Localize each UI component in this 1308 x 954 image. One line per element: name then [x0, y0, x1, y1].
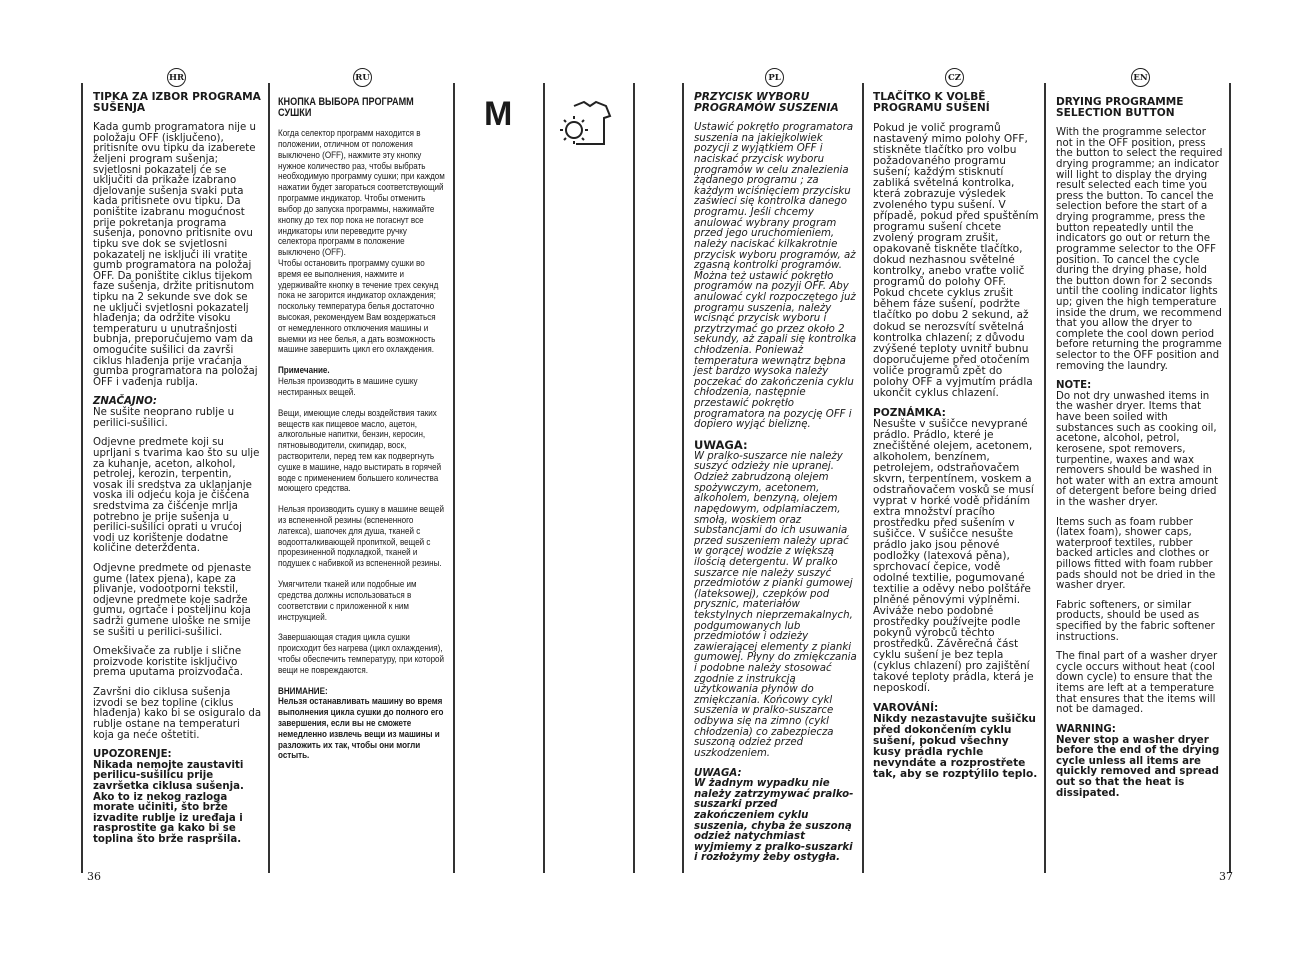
warning-heading: UWAGA:	[694, 767, 742, 779]
dryer-shirt-sun-icon	[560, 100, 614, 154]
language-badge-pl: PL	[765, 68, 784, 87]
column-ru	[278, 97, 446, 771]
note-text: Do not dry unwashed items in the washer dryer. Items that have been soiled with substances such as cooking oil, acetone, alcohol, petrol, kerosene, spot removers, turpentine, waxes and wax removers should be washed in hot water with an extra amount of detergent before being dried in the washer dryer.	[1056, 390, 1219, 508]
note-text: Ne sušite neoprano rublje u perilici-sušilici.	[93, 407, 235, 429]
warning-text: Never stop a washer dryer before the end of the drying cycle unless all items are quickly removed and spread out so that the heat is dissipated.	[1056, 734, 1220, 799]
warning-text: Nikada nemojte zaustaviti perilicu-sušilicu prije završetka ciklusa sušenja. Ako to iz nekog razloga morate učiniti, što brže izvadite rublje iz uređaja i rasprostite ga kako bi se toplina što brže raspršila.	[93, 759, 244, 845]
note-text: Нельзя производить в машине сушку нестиранных вещей.	[278, 375, 418, 397]
divider-line	[543, 83, 545, 873]
paragraph: The final part of a washer dryer cycle occurs without heat (cool down cycle) to ensure that the items are left at a temperature that ensures that the items will not be damaged.	[1056, 651, 1218, 716]
warning-text: Nikdy nezastavujte sušičku před dokončením cyklu sušení, pokud všechny kusy prádla rychle nevyndáte a rozprostřete tak, aby se rozptýlilo teplo.	[873, 713, 1038, 781]
note-text: W pralko-suszarce nie należy suszyć odzieży nie upranej. Odzież zabrudzoną olejem spożywczym, acetonem, alkoholem, benzyną, olejem napędowym, odplamiaczem, smołą, woskiem oraz substancjami do ich usuwania przed suszeniem należy uprać w gorącej wodzie z większą ilością detergentu. W pralko suszarce nie należy suszyć przedmiotów z pianki gumowej (lateksowej), czepków pod prysznic, materiałów tekstylnych nieprzemakalnych, podgumowanych lub przedmiotów i odzieży zawierającej elementy z pianki gumowej. Płyny do zmiękczania i podobne należy stosować zgodnie z instrukcją użytkowania płynów do zmiękczania. Końcowy cykl suszenia w pralko-suszarce odbywa się na zimno (cykl chłodzenia) co zabezpiecza suszoną odzież przed uszkodzeniem.	[694, 450, 857, 759]
paragraph: Pokud je volič programů nastavený mimo polohy OFF, stiskněte tlačítko pro volbu požadovaného programu sušení; každým stisknutí zabliká světelná kontrolka, která zobrazuje výsledek zvoleného typu sušení. V případě, pokud před spuštěním programu sušení chcete zvolený program zrušit, opakovaně tiskněte tlačítko, dokud nezhasnou světelné kontrolky, anebo vraťte volič programů do polohy OFF. Pokud chcete cyklus zrušit během fáze sušení, podržte tlačítko po dobu 2 sekund, až dokud se nerozsvítí světelná kontrolka chlazení; z důvodu zvýšené teploty uvnitř bubnu doporučujeme před otočením voliče programů zpět do polohy OFF a vyjmutím prádla ukončit cyklus chlazení.	[873, 122, 1039, 399]
section-heading: PRZYCISK WYBORU PROGRAMÓW SUSZENIA	[694, 91, 839, 115]
divider-line	[81, 83, 83, 873]
note-heading: Примечание.	[278, 364, 330, 376]
paragraph: Завершающая стадия цикла сушки происходит без нагрева (цикл охлаждения), чтобы обеспечить температуру, при которой вещи не повреждаются.	[278, 631, 445, 675]
paragraph: Items such as foam rubber (latex foam), shower caps, waterproof textiles, rubber backed articles and clothes or pillows fitted with foam rubber pads should not be dried in the washer dryer.	[1056, 516, 1216, 592]
paragraph: Omekšivače za rublje i slične proizvode koristite isključivo prema uputama proizvođača.	[93, 646, 244, 679]
warning-text: W żadnym wypadku nie należy zatrzymywać pralko-suszarki przed zakończeniem cyklu suszenia, chyba że suszoną odzież natychmiast wyjmiemy z pralko-suszarki i rozłożymy żeby ostygła.	[694, 778, 854, 864]
paragraph: Вещи, имеющие следы воздействия таких веществ как пищевое масло, ацетон, алкогольные напитки, бензин, керосин, пятновыводители, скипидар, воск, растворители, перед тем как подвергнуть сушке в машине, надо выстирать в горячей воде с применением большего количества моющего средства.	[278, 406, 442, 494]
page-number-right: 37	[1219, 870, 1233, 883]
note-heading: UWAGA:	[694, 437, 748, 452]
paragraph: Когда селектор программ находится в положении, отличном от положения выключено (OFF), нажмите эту кнопку нужное количество раз, чтобы выбрать необходимую программу сушки; при каждом нажатии будет загораться соответствующий программе индикатор. Чтобы отменить выбор до запуска программы, нажимайте кнопку до тех пор пока не погаснут все индикаторы или переведите ручку селектора программ в положение выключено (OFF).	[278, 127, 445, 258]
warning-heading: ВНИМАНИЕ:	[278, 684, 328, 696]
column-cz	[873, 92, 1039, 789]
language-badge-en: EN	[1131, 68, 1150, 87]
section-heading: TLAČÍTKO K VOLBĚ PROGRAMU SUŠENÍ	[873, 91, 990, 115]
section-heading: DRYING PROGRAMME SELECTION BUTTON	[1056, 96, 1184, 120]
divider-line	[268, 83, 270, 873]
note-heading: POZNÁMKA:	[873, 406, 946, 419]
divider-line	[1044, 83, 1046, 873]
paragraph: Умягчители тканей или подобные им средства должны использоваться в соответствии с приложенной к ним инструкцией.	[278, 578, 417, 622]
warning-heading: VAROVÁNÍ:	[873, 702, 939, 715]
column-pl	[694, 92, 858, 873]
divider-line	[1229, 83, 1231, 873]
language-badge-hr: HR	[167, 68, 186, 87]
section-heading: КНОПКА ВЫБОРА ПРОГРАММ СУШКИ	[278, 96, 414, 120]
language-badge-cz: CZ	[945, 68, 964, 87]
paragraph: Odjevne predmete koji su uprljani s tvarima kao što su ulje za kuhanje, aceton, alkohol, petrolej, kerozin, terpentin, vosak ili sredstva za uklanjanje voska ili odjeću koja je čišćena sredstvima za čišćenje mrlja potrebno je prije sušenja u perilici-sušilici oprati u vrućoj vodi uz korištenje dodatne količine deteržđenta.	[93, 437, 260, 555]
paragraph: Završni dio ciklusa sušenja izvodi se bez topline (ciklus hlađenja) kako bi se osiguralo da rublje ostane na temperaturi koja ga neće oštetiti.	[93, 687, 262, 741]
paragraph: With the programme selector not in the OFF position, press the button to select the required drying programme; an indicator will light to display the drying result selected each time you press the button. To cancel the selection before the start of a drying programme, press the button repeatedly until the indicators go out or return the programme selector to the OFF position. To cancel the cycle during the drying phase, hold the button down for 2 seconds until the cooling indicator lights up; given the high temperature inside the drum, we recommend that you allow the dryer to complete the cool down period before returning the programme selector to the OFF position and removing the laundry.	[1056, 127, 1223, 372]
warning-heading: UPOZORENJE:	[93, 749, 172, 761]
column-en	[1056, 97, 1224, 808]
warning-heading: WARNING:	[1056, 723, 1116, 735]
divider-line	[633, 83, 635, 873]
paragraph: Fabric softeners, or similar products, should be used as specified by the fabric softener instructions.	[1056, 599, 1215, 643]
paragraph: Нельзя производить сушку в машине вещей из вспененной резины (вспененного латекса), шапочек для душа, тканей с водоотталкивающей пропиткой, вещей с прорезиненной подкладкой, тканей и подушек с набивкой из вспененной резины.	[278, 503, 444, 569]
section-letter: M	[484, 95, 513, 133]
paragraph: Odjevne predmete od pjenaste gume (latex pjena), kape za plivanje, vodootporni tekstil, odjevne predmete koje sadrže gumu, ogrtače i posteljinu koja sadrži gumene uloške ne smije se sušiti u perilici-sušilici.	[93, 562, 252, 638]
column-hr	[93, 92, 263, 855]
page-number-left: 36	[87, 870, 101, 883]
divider-line	[682, 83, 684, 873]
note-heading: NOTE:	[1056, 380, 1092, 392]
note-text: Nesušte v sušičce nevyprané prádlo. Prádlo, které je znečištěné olejem, acetonem, alkoholem, benzínem, petrolejem, odstraňovačem skvrn, terpentínem, voskem a odstraňovačem vosků se musí vyprat v horké vodě přidáním extra množství pracího prostředku před sušením v sušičce. V sušičce nesušte prádlo jako jsou pěnové podložky (latexová pěna), sprchovací čepice, vodě odolné textilie, pogumované textilie a oděvy nebo polštáře plněné pěnovými výplněmi. Aviváže nebo podobné prostředky používejte podle pokynů výrobců těchto prostředků. Závěrečná část cyklu sušení je bez tepla (cyklus chlazení) pro zajištění takové teploty prádla, která je neposkodí.	[873, 417, 1034, 694]
paragraph: Чтобы остановить программу сушки во время ее выполнения, нажмите и удерживайте кнопку в течение трех секунд пока не загорится индикатор охлаждения; поскольку температура белья достаточно высокая, рекомендуем Вам воздержаться от немедленного отключения машины и выемки из нее белья, а дать возможность машине завершить цикл его охлаждения.	[278, 256, 439, 355]
note-heading: ZNAČAJNO:	[93, 396, 157, 408]
warning-text: Нельзя останавливать машину во время выполнения цикла сушки до полного его завершения, если вы не сможете немедленно извлечь вещи из машины и разложить их так, чтобы они могли остыть.	[278, 695, 444, 761]
language-badge-ru: RU	[353, 68, 372, 87]
section-heading: TIPKA ZA IZBOR PROGRAMA SUŠENJA	[93, 91, 261, 115]
divider-line	[862, 83, 864, 873]
paragraph: Ustawić pokrętło programatora suszenia na jakiejkolwiek pozycji z wyjątkiem OFF i naciskać przycisk wyboru programów w celu znalezienia żądanego programu ; za każdym wciśnięciem przycisku zaświeci się kontrolka danego programu. Jeśli chcemy anulować wybrany program przed jego uruchomieniem, należy naciskać kilkakrotnie przycisk wyboru programów, aż zgasną kontrolki programów. Można też ustawić pokrętło programów na pozyji OFF. Aby anulować cykl rozpoczętego już programu suszenia, należy wcisnąć przycisk wyboru i przytrzymać go przez około 2 sekundy, aż zapali się kontrolka chłodzenia. Ponieważ temperatura wewnątrz bębna jest bardzo wysoka należy poczekać do zakończenia cyklu chłodzenia, następnie przestawić pokrętło programatora na pozycję OFF i dopiero wyjąć bieliznę.	[694, 122, 857, 431]
divider-line	[453, 83, 455, 873]
paragraph: Kada gumb programatora nije u položaju OFF (isključeno), pritisnite ovu tipku da izaberete željeni program sušenja; svjetlosni pokazatelj će se uključiti da prikaže izabrano djelovanje sušenja svaki puta kada pritisnete ovu tipku. Da poništite izabranu mogućnost prije pokretanja programa sušenja, ponovno pritisnite ovu tipku sve dok se svjetlosni pokazatelj ne isključi ili vratite gumb programatora na položaj OFF. Da poništite ciklus tijekom faze sušenja, držite pritisnutom tipku na 2 sekunde sve dok se ne uključi svjetlosni pokazatelj hlađenja; da održite visoku temperaturu u unutrašnjosti bubnja, preporučujemo vam da omogućite sušilici da završi ciklus hlađenja prije vraćanja gumba programatora na položaj OFF i vađenja rublja.	[93, 122, 258, 388]
